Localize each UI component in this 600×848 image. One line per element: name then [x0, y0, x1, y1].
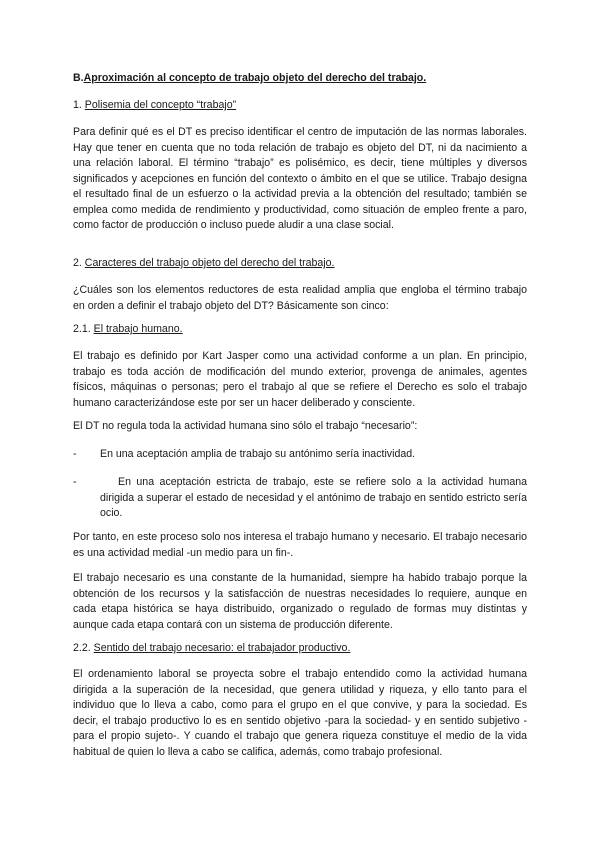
section-2-number: 2.	[73, 257, 82, 269]
section-b-heading	[73, 71, 527, 87]
section-1-heading	[73, 98, 527, 114]
section-2-2-heading	[73, 641, 527, 657]
section-2-1-paragraph-4: El trabajo necesario es una constante de la humanidad, siempre ha habido trabajo porque la obtención de los recursos y la satisfacción de nuestras necesidades lo requiere, aunque en cada etapa histórica se haya distribuido, organizado o regulado de formas muy distintas y aunque cada etapa contará con un sistema de producción diferente.	[73, 572, 527, 631]
section-2-title: Caracteres del trabajo objeto del derecho del trabajo.	[84, 257, 335, 269]
section-b-letter: B.	[73, 72, 84, 84]
section-1-number: 1.	[73, 99, 82, 111]
section-1-paragraph: Para definir qué es el DT es preciso identificar el centro de imputación de las normas laborales. Hay que tener en cuenta que no toda relación de trabajo es objeto del DT, ni da nacimiento a una relación laboral. El término “trabajo” es polisémico, es decir, tiene múltiples y diversos significados y acepciones en función del contexto o ámbito en el que se utilice. Trabajo designa el resultado final de un esfuerzo o la actividad previa a la obtención del resultado; también se emplea como medida de rendimiento y productividad, como situación de empleo frente a paro, como factor de producción o incluso puede aludir a una clase social.	[73, 126, 527, 231]
section-2-2-number: 2.2.	[73, 642, 91, 654]
section-2-heading	[73, 256, 527, 272]
section-2-1-paragraph-2: El DT no regula toda la actividad humana sino sólo el trabajo “necesario”:	[73, 420, 418, 432]
section-2-1-paragraph-1: El trabajo es definido por Kart Jasper como una actividad conforme a un plan. En principio, trabajo es toda acción de modificación del mundo exterior, provenga de animales, agentes físicos, máquinas o personas; pero el trabajo al que se refiere el Derecho es solo el trabajo humano caracterizándose este por ser un hacer deliberado y consciente.	[73, 350, 527, 409]
section-2-2-title: Sentido del trabajo necesario: el trabajador productivo.	[93, 642, 351, 654]
section-2-1-number: 2.1.	[73, 323, 91, 335]
section-2-1-title: El trabajo humano.	[93, 323, 183, 335]
section-2-1-heading	[73, 322, 527, 338]
section-2-1-paragraph-3: Por tanto, en este proceso solo nos interesa el trabajo humano y necesario. El trabajo necesario es una actividad medial -un medio para un fin-.	[73, 531, 527, 559]
bullet-dash-2: -	[73, 476, 77, 488]
section-2-paragraph: ¿Cuáles son los elementos reductores de esta realidad amplia que engloba el término trabajo en orden a definir el trabajo objeto del DT? Básicamente son cinco:	[73, 284, 527, 312]
section-b-title: Aproximación al concepto de trabajo objeto del derecho del trabajo.	[83, 72, 427, 84]
bullet-item-1: En una aceptación amplia de trabajo su antónimo sería inactividad.	[100, 448, 416, 460]
bullet-dash-1: -	[73, 448, 77, 460]
bullet-item-2: En una aceptación estricta de trabajo, este se refiere solo a la actividad humana dirigida a superar el estado de necesidad y el antónimo de trabajo en sentido estricto sería ocio.	[100, 476, 527, 519]
section-2-2-paragraph: El ordenamiento laboral se proyecta sobre el trabajo entendido como la actividad humana dirigida a la superación de la necesidad, que genera utilidad y riqueza, y ello tanto para el individuo que lo lleva a cabo, como para el grupo en el que convive, y para la sociedad. Es decir, el trabajo productivo lo es en sentido objetivo -para la sociedad- y en sentido subjetivo -para el propio sujeto-. Y cuando el trabajo que genera riqueza constituye el medio de la vida habitual de quien lo lleva a cabo se califica, además, como trabajo profesional.	[73, 668, 527, 758]
section-1-title: Polisemia del concepto “trabajo”	[84, 99, 237, 111]
